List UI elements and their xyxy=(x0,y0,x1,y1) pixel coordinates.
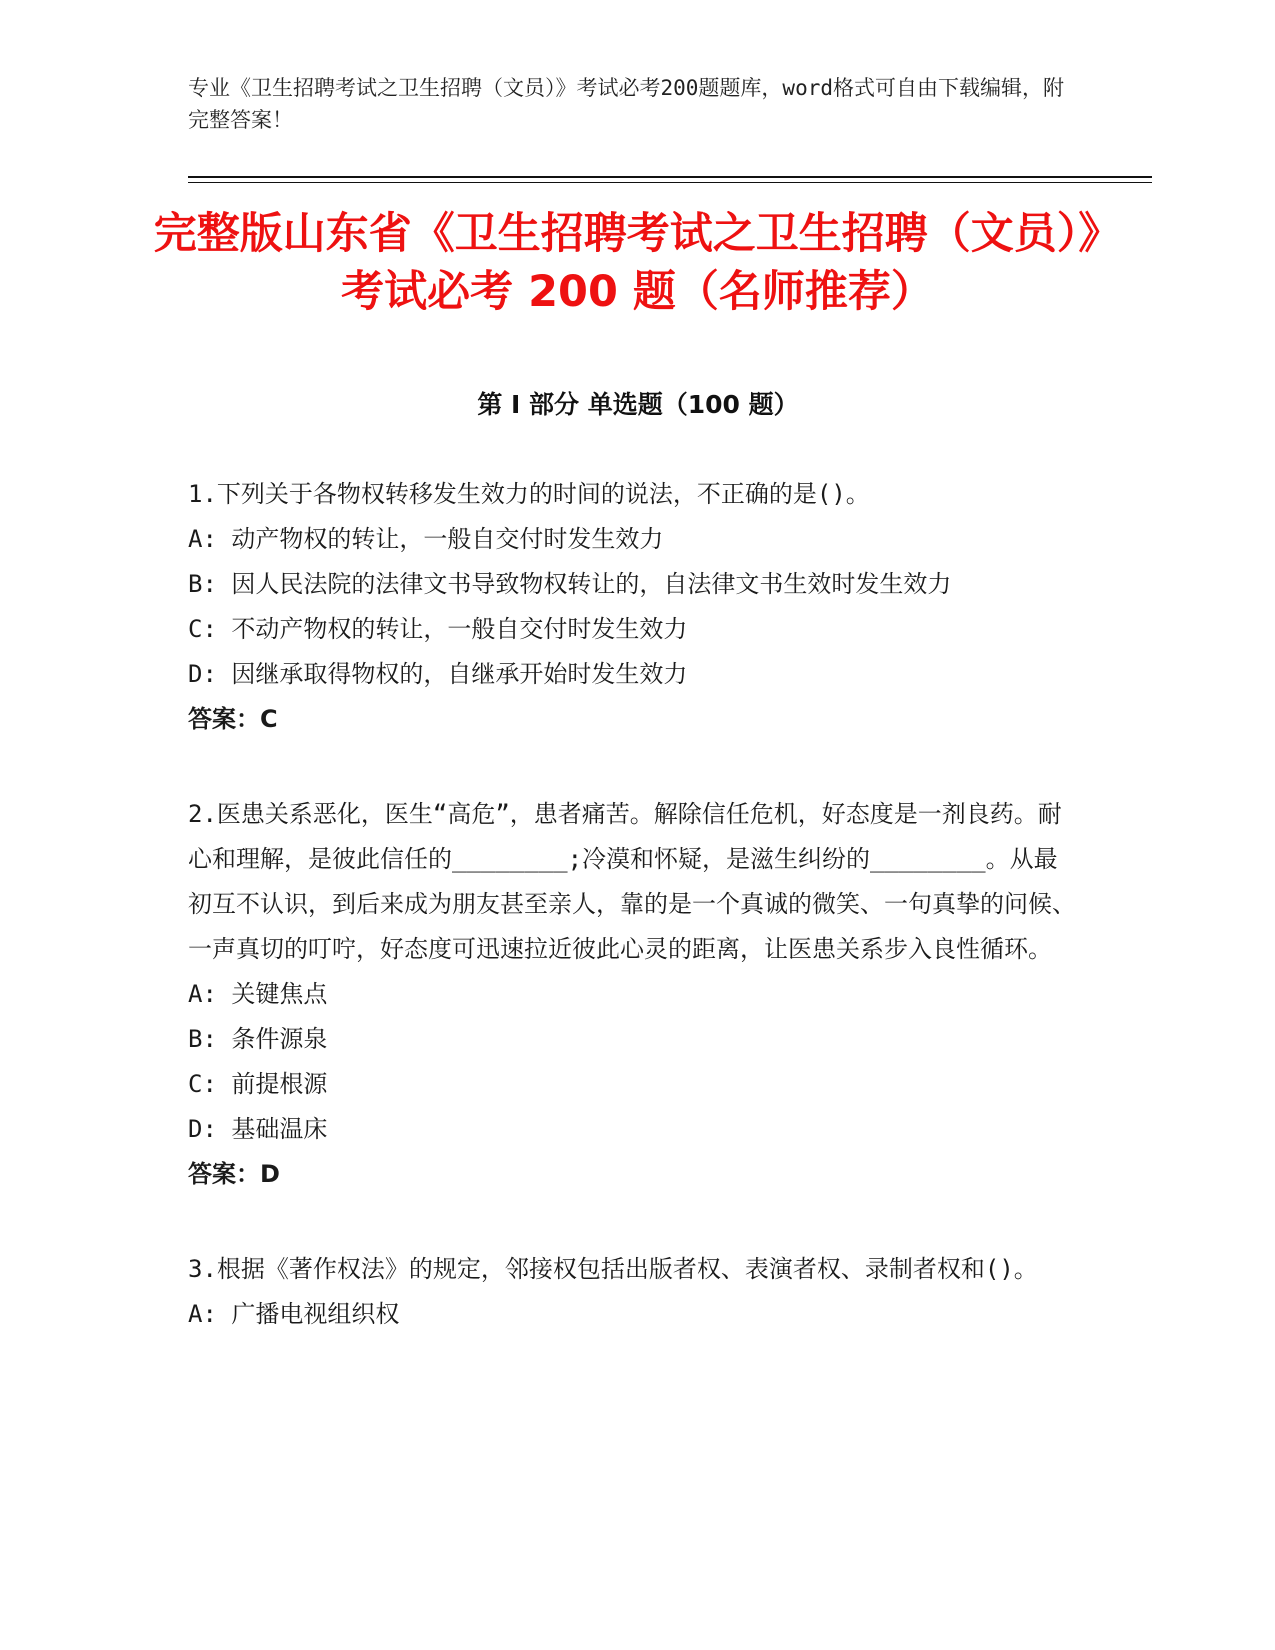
option-d: D: 基础温床 xyxy=(188,1115,328,1143)
section-title: 第 I 部分 单选题（100 题） xyxy=(477,390,799,419)
option-a: A: 广播电视组织权 xyxy=(188,1300,400,1328)
option-d: D: 因继承取得物权的，自继承开始时发生效力 xyxy=(188,660,688,688)
question-1 xyxy=(188,472,1078,742)
question-stem: 1.下列关于各物权转移发生效力的时间的说法，不正确的是()。 xyxy=(188,480,870,508)
option-a: A: 关键焦点 xyxy=(188,980,328,1008)
question-2 xyxy=(188,792,1078,1197)
option-b: B: 因人民法院的法律文书导致物权转让的，自法律文书生效时发生效力 xyxy=(188,570,952,598)
header-note: 专业《卫生招聘考试之卫生招聘（文员）》考试必考200题题库，word格式可自由下载编辑，附完整答案！ xyxy=(188,76,1064,132)
question-3 xyxy=(188,1247,1078,1337)
question-list xyxy=(188,472,1078,1387)
document-title: 完整版山东省《卫生招聘考试之卫生招聘（文员）》考试必考 200 题（名师推荐） xyxy=(153,209,1122,317)
option-a: A: 动产物权的转让，一般自交付时发生效力 xyxy=(188,525,664,553)
answer: 答案：D xyxy=(188,1160,280,1188)
answer: 答案：C xyxy=(188,705,278,733)
question-stem: 2.医患关系恶化，医生“高危”，患者痛苦。解除信任危机，好态度是一剂良药。耐心和理解，是彼此信任的________;冷漠和怀疑，是滋生纠纷的________。从最初互不认识，到后来成为朋友甚至亲人，靠的是一个真诚的微笑、一句真挚的问候、一声真切的叮咛，好态度可迅速拉近彼此心灵的距离，让医患关系步入良性循环。 xyxy=(188,800,1076,963)
question-stem: 3.根据《著作权法》的规定，邻接权包括出版者权、表演者权、录制者权和()。 xyxy=(188,1255,1038,1283)
header-divider-thin xyxy=(188,182,1152,183)
option-b: B: 条件源泉 xyxy=(188,1025,328,1053)
option-c: C: 前提根源 xyxy=(188,1070,328,1098)
option-c: C: 不动产物权的转让，一般自交付时发生效力 xyxy=(188,615,688,643)
header-divider-thick xyxy=(188,176,1152,178)
